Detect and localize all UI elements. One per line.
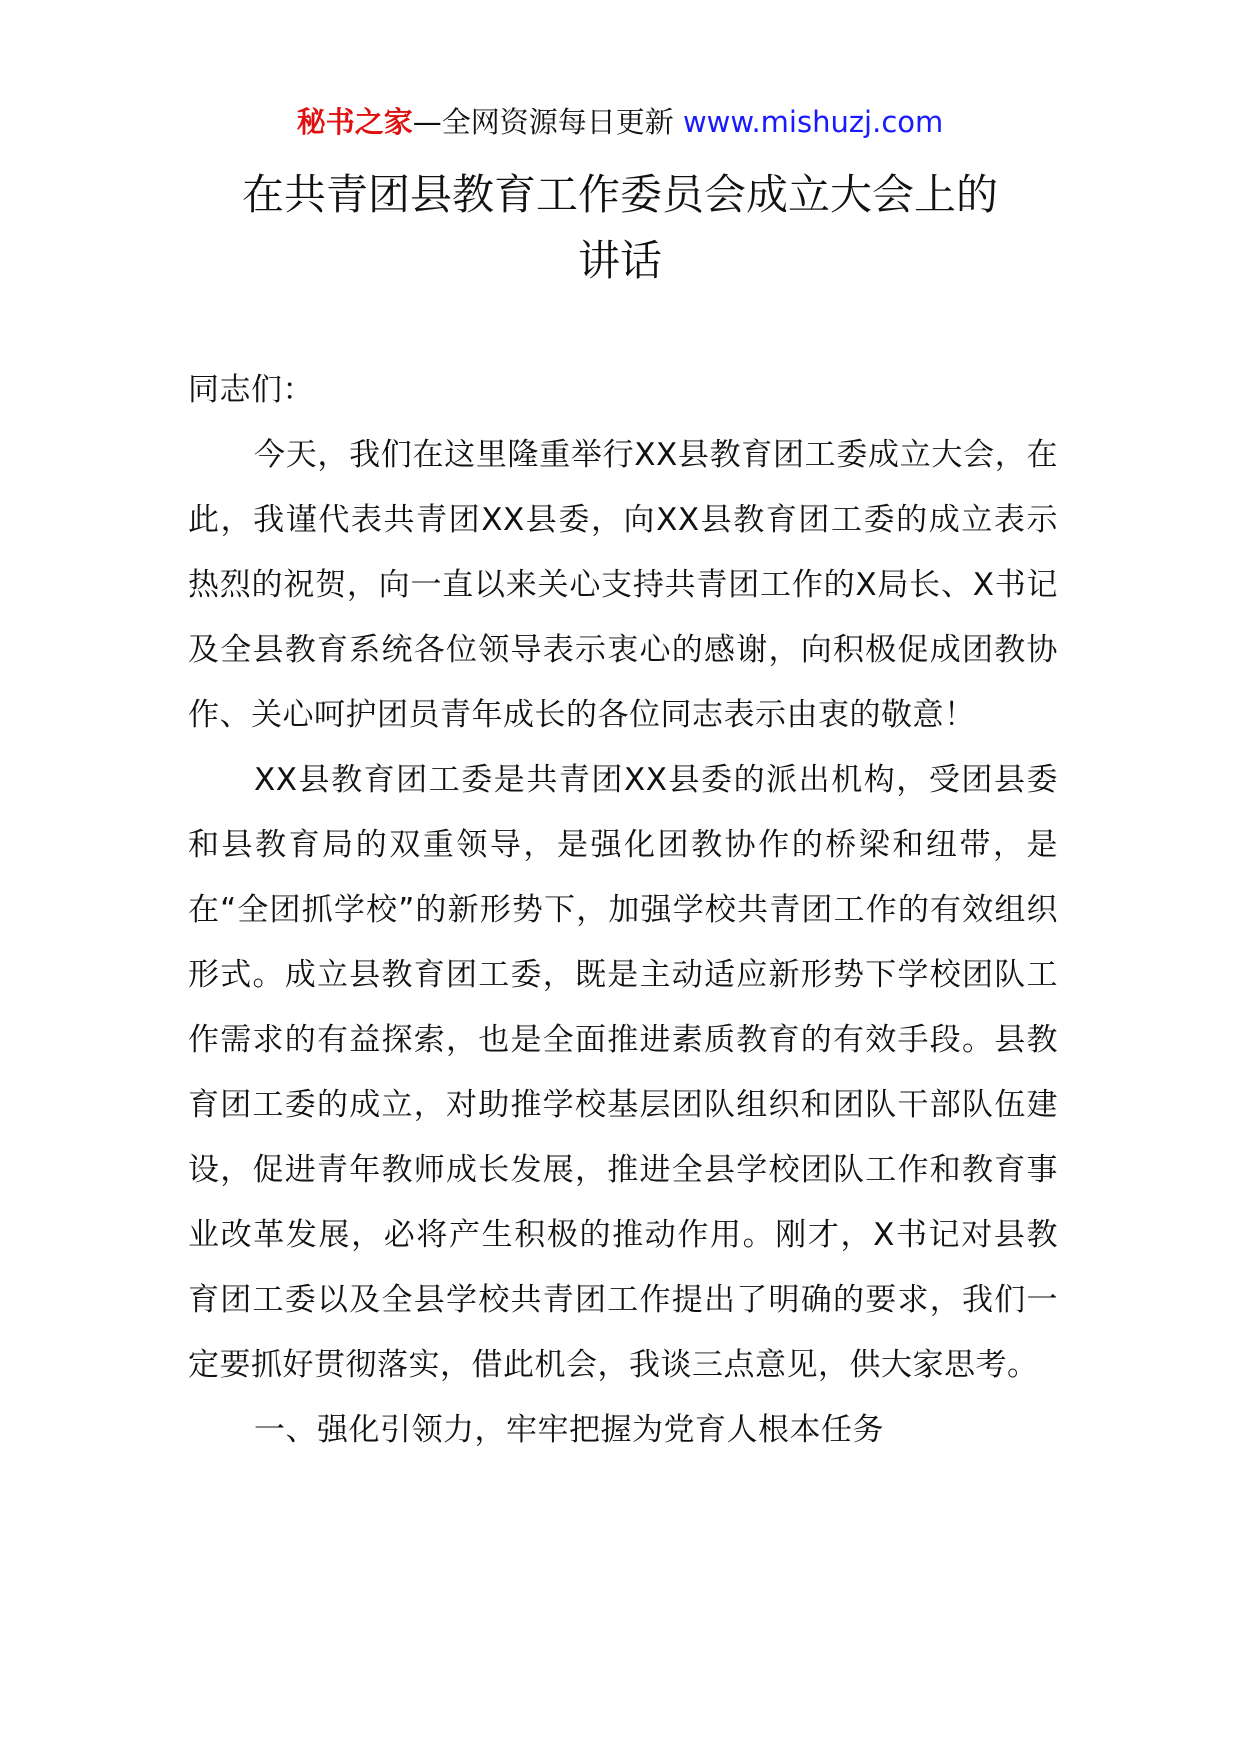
body-paragraph: XX县教育团工委是共青团XX县委的派出机构，受团县委和县教育局的双重领导，是强化团教协作的桥梁和纽带，是在“全团抓学校”的新形势下，加强学校共青团工作的有效组织形式。成立县教育团工委，既是主动适应新形势下学校团队工作需求的有益探索，也是全面推进素质教育的有效手段。县教育团工委的成立，对助推学校基层团队组织和团队干部队伍建设，促进青年教师成长发展，推进全县学校团队工作和教育事业改革发展，必将产生积极的推动作用。刚才，X书记对县教育团工委以及全县学校共青团工作提出了明确的要求，我们一定要抓好贯彻落实，借此机会，我谈三点意见，供大家思考。 [188,762,1058,1383]
site-url-link[interactable]: www.mishuzj.com [682,105,944,139]
body-paragraph: 今天，我们在这里隆重举行XX县教育团工委成立大会，在此，我谨代表共青团XX县委，向XX县教育团工委的成立表示热烈的祝贺，向一直以来关心支持共青团工作的X局长、X书记及全县教育系统各位领导表示衷心的感谢，向积极促成团教协作、关心呵护团员青年成长的各位同志表示由衷的敬意！ [188,437,1058,733]
document-title-line-1: 在共青团县教育工作委员会成立大会上的 [241,170,998,219]
document-title-line-2: 讲话 [577,236,662,285]
site-tagline: —全网资源每日更新 [412,105,674,139]
document-body [188,358,1058,1463]
site-brand: 秘书之家 [296,105,413,139]
salutation: 同志们： [188,372,314,408]
document-title [170,162,1070,294]
site-header [0,100,1240,144]
section-heading: 一、强化引领力，牢牢把握为党育人根本任务 [254,1412,884,1448]
